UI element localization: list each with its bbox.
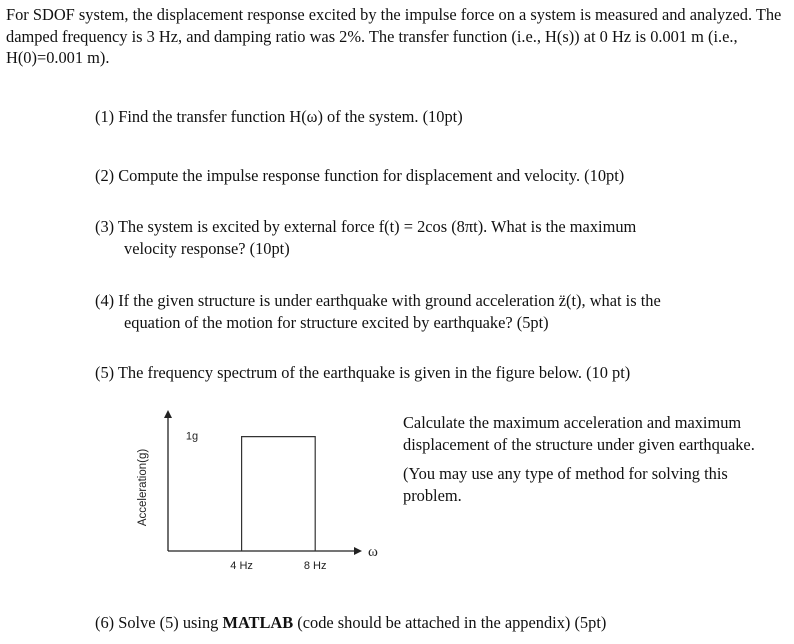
- spectrum-series-line: [242, 437, 316, 551]
- instruction-paragraph-1: Calculate the maximum acceleration and maximum displacement of the structure under given earthquake.: [403, 413, 755, 454]
- question-4: [95, 290, 785, 334]
- y-axis-arrowhead: [164, 410, 172, 418]
- x-axis-arrowhead: [354, 547, 362, 555]
- question-1: (1) Find the transfer function H(ω) of the system. (10pt): [95, 107, 463, 126]
- instruction-paragraph-2: (You may use any type of method for solving this problem.: [403, 464, 728, 505]
- question-3: [95, 216, 785, 260]
- y-tick-label: 1g: [185, 430, 199, 443]
- question-5-instructions: [403, 412, 783, 507]
- question-3-line-2: velocity response? (10pt): [124, 239, 290, 258]
- question-6-prefix: (6) Solve (5) using: [95, 613, 223, 632]
- spectrum-figure: [130, 408, 378, 583]
- question-2: (2) Compute the impulse response function for displacement and velocity. (10pt): [95, 166, 625, 185]
- question-3-line-1: (3) The system is excited by external force f(t) = 2cos (8πt). What is the maximum: [95, 217, 637, 236]
- x-tick-label: 4 Hz: [230, 560, 253, 572]
- x-axis-omega-symbol: ω: [368, 544, 378, 560]
- question-4-line-1: (4) If the given structure is under earthquake with ground acceleration z̈(t), what is the: [95, 291, 661, 310]
- question-6-matlab: MATLAB: [222, 613, 294, 632]
- problem-intro: For SDOF system, the displacement response excited by the impulse force on a system is measured and analyzed. The damped frequency is 3 Hz, and damping ratio was 2%. The transfer function (i.e., H(s)) at 0 Hz is 0.001 m (i.e., H(0)=0.001 m).: [6, 5, 782, 67]
- question-4-line-2: equation of the motion for structure excited by earthquake? (5pt): [124, 313, 549, 332]
- y-axis-label: Acceleration(g): [137, 448, 149, 527]
- question-6: [95, 612, 785, 634]
- spectrum-chart: [130, 408, 378, 583]
- question-5: (5) The frequency spectrum of the earthquake is given in the figure below. (10 pt): [95, 363, 631, 382]
- question-6-suffix: (code should be attached in the appendix) (5pt): [293, 613, 607, 632]
- x-tick-label: 8 Hz: [303, 560, 327, 572]
